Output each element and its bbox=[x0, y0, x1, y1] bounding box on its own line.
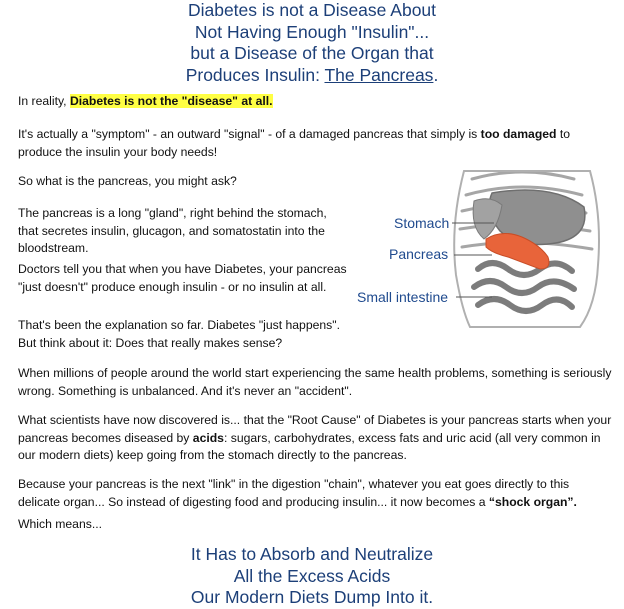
paragraph-symptom bbox=[18, 126, 614, 161]
pancreas-link[interactable]: The Pancreas bbox=[324, 64, 434, 85]
headline-line-4-suffix: . bbox=[433, 64, 439, 85]
headline-line-4 bbox=[0, 65, 624, 87]
headline-line-3: but a Disease of the Organ that bbox=[190, 43, 434, 63]
paragraph-explanation: That's been the explanation so far. Diabetes "just happens". But think about it: Does that really makes sense? bbox=[18, 318, 340, 350]
paragraph-doctors: Doctors tell you that when you have Diabetes, your pancreas "just doesn't" produce enough insulin - or no insulin at all. bbox=[18, 262, 347, 294]
paragraph-reality bbox=[18, 93, 614, 111]
paragraph-scientists-prefix: What scientists have now discovered is... that the "Root Cause" of Diabetes is your pancreas starts when your pancreas becomes diseased by bbox=[18, 413, 612, 445]
paragraph-scientists-bold: acids bbox=[192, 430, 224, 445]
paragraph-scientists-suffix: : sugars, carbohydrates, excess fats and uric acid (all very common in our modern diets) keep going from the stomach directly to the pancreas. bbox=[18, 430, 601, 462]
paragraph-millions: When millions of people around the world start experiencing the same health problems, something is seriously wrong. Something is unbalanced. And it's never an "accident". bbox=[18, 366, 612, 398]
paragraph-symptom-suffix: to produce the insulin your body needs! bbox=[18, 127, 571, 159]
paragraph-link-chain-bold: “shock organ”. bbox=[488, 494, 577, 509]
paragraph-which-means: Which means... bbox=[18, 517, 102, 531]
headline-line-1: Diabetes is not a Disease About bbox=[187, 0, 437, 20]
label-stomach: Stomach bbox=[394, 215, 450, 231]
paragraph-question: So what is the pancreas, you might ask? bbox=[18, 174, 237, 188]
paragraph-reality-prefix: In reality, bbox=[18, 94, 70, 108]
footer-headline bbox=[0, 544, 624, 609]
highlighted-statement: Diabetes is not the "disease" at all. bbox=[69, 94, 273, 108]
footer-headline-line-1: It Has to Absorb and Neutralize bbox=[190, 544, 434, 564]
pancreas-anatomy-figure bbox=[352, 165, 624, 330]
small-intestine-organ bbox=[474, 263, 574, 311]
headline-line-4-prefix: Produces Insulin: bbox=[185, 64, 325, 85]
footer-headline-line-3: Our Modern Diets Dump Into it. bbox=[190, 587, 434, 607]
paragraph-link-chain-prefix: Because your pancreas is the next "link" in the digestion "chain", whatever you eat goes directly to this delicate organ... So instead of digesting food and producing insulin... it now becomes a bbox=[18, 477, 570, 509]
label-small-intestine: Small intestine bbox=[357, 289, 449, 305]
label-pancreas: Pancreas bbox=[389, 246, 449, 262]
paragraph-scientists bbox=[18, 412, 614, 465]
paragraph-link-chain bbox=[18, 476, 614, 511]
headline bbox=[0, 0, 624, 86]
liver-organ bbox=[473, 199, 502, 239]
paragraph-symptom-bold: too damaged bbox=[480, 127, 557, 141]
headline-line-2: Not Having Enough "Insulin"... bbox=[194, 21, 430, 42]
paragraph-gland: The pancreas is a long "gland", right behind the stomach, that secretes insulin, glucagon, and somatostatin into the bloodstream. bbox=[18, 206, 327, 255]
footer-headline-line-2: All the Excess Acids bbox=[233, 565, 391, 586]
paragraph-symptom-text: It's actually a "symptom" - an outward "signal" - of a damaged pancreas that simply is bbox=[18, 127, 481, 141]
